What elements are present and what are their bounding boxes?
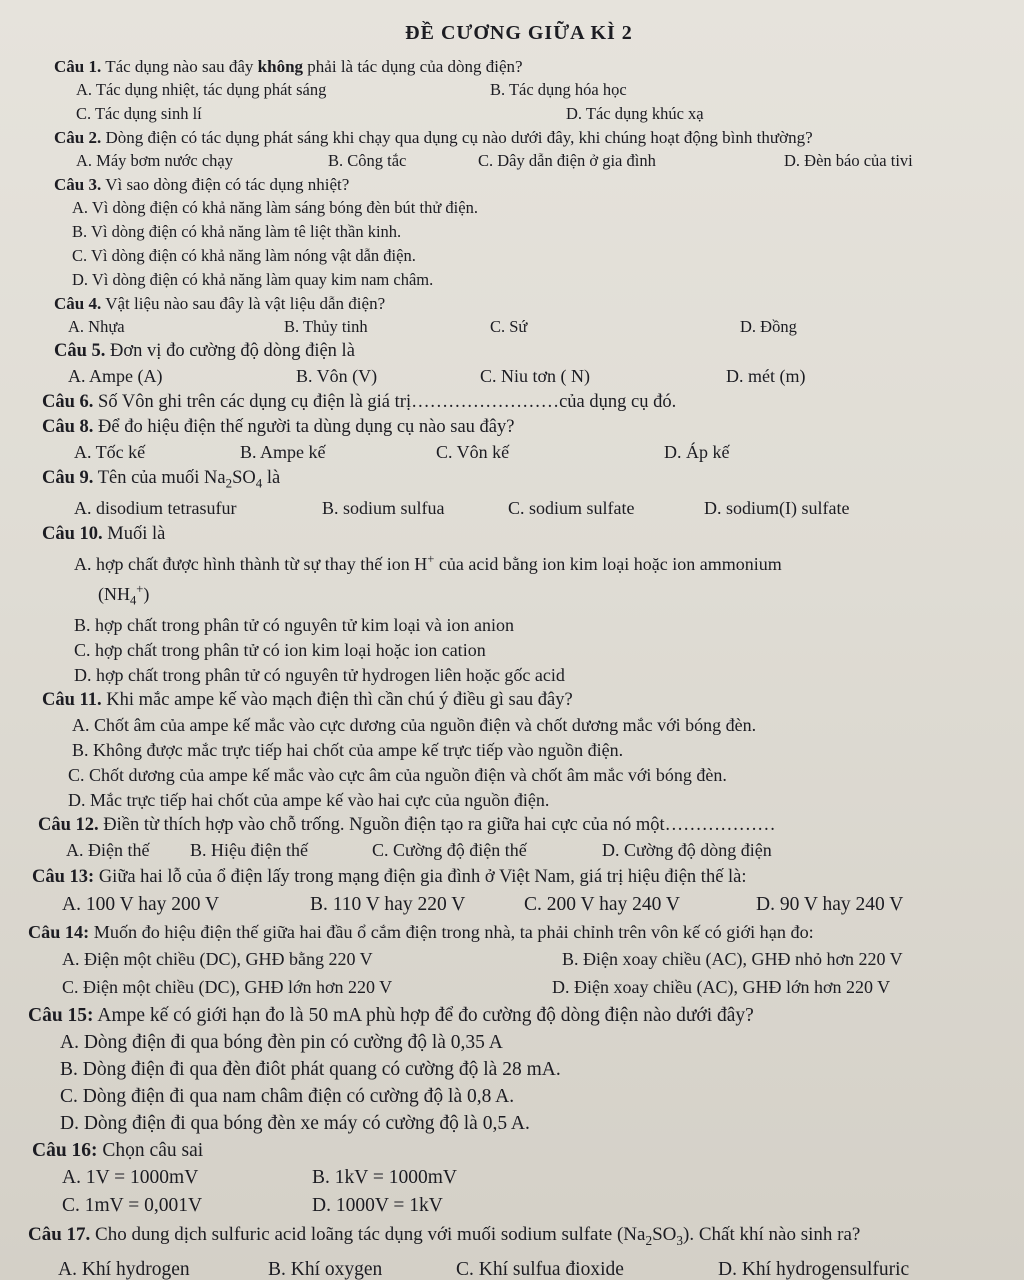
question-text: Để đo hiệu điện thế người ta dùng dụng cụ nào sau đây? [98,417,515,437]
option-c: C. Sứ [490,317,528,336]
question-number: Câu 13: [32,867,95,888]
option-a: A. disodium tetrasufur [74,497,237,518]
emphasis-text: không [257,57,304,76]
question-number: Câu 14: [28,922,90,943]
question-text: Đơn vị đo cường độ dòng điện là [110,341,355,361]
option-b: B. Điện xoay chiều (AC), GHĐ nhỏ hơn 220 V [562,949,903,970]
question-11 [28,688,1010,813]
question-number: Câu 11. [42,690,102,711]
question-text: Chọn câu sai [102,1140,204,1162]
option-d: D. Tác dụng khúc xạ [566,104,704,123]
option-c: C. Dây dẫn điện ở gia đình [478,151,656,170]
question-text: Giữa hai lỗ của ổ điện lấy trong mạng điện gia đình ở Việt Nam, giá trị hiệu điện thế là: [98,867,747,888]
answer-blank: …………………… [411,392,560,412]
option-d: D. Điện xoay chiều (AC), GHĐ lớn hơn 220 V [552,977,891,998]
superscript: + [427,551,435,566]
question-number: Câu 15: [28,1005,94,1027]
question-number: Câu 1. [54,57,102,76]
option-a: A. Tác dụng nhiệt, tác dụng phát sáng [76,80,327,99]
option-b: B. Công tắc [328,151,407,170]
question-text: SO [232,468,256,488]
option-d: D. Đèn báo của tivi [784,151,913,170]
question-number: Câu 3. [54,175,102,194]
question-text: Vật liệu nào sau đây là vật liệu dẫn điện? [105,294,386,313]
question-number: Câu 4. [54,294,102,313]
option-a: A. Máy bơm nước chạy [76,151,233,170]
question-15 [28,1002,1010,1137]
question-text: Muối là [107,523,166,544]
question-number: Câu 10. [42,523,103,544]
question-6 [28,390,1010,415]
option-a: A. Điện thế [66,840,150,861]
option-text: ) [143,583,150,604]
option-d: D. Khí hydrogensulfuric [718,1259,910,1280]
question-2 [28,126,1010,172]
question-12 [28,813,1010,863]
question-text: SO [652,1224,677,1246]
subscript: 4 [255,475,263,491]
option-d: D. mét (m) [726,366,806,386]
option-a: A. 100 V hay 200 V [62,894,220,916]
question-number: Câu 2. [54,128,102,147]
question-4 [28,292,1010,338]
option-b: B. Vì dòng điện có khả năng làm tê liệt thần kinh. [72,222,402,241]
option-a: A. Điện một chiều (DC), GHĐ bằng 220 V [62,949,373,970]
option-b: B. hợp chất trong phân tử có nguyên tử kim loại và ion anion [74,615,514,636]
option-d: D. Mắc trực tiếp hai chốt của ampe kế vào hai cực của nguồn điện. [68,790,550,811]
question-16 [28,1137,1010,1219]
option-b: B. Thủy tinh [284,317,368,336]
page-title: ĐỀ CƯƠNG GIỮA KÌ 2 [405,22,633,44]
option-text: của acid bằng ion kim loại hoặc ion ammonium [434,553,782,574]
question-number: Câu 12. [38,815,99,836]
option-b: B. Dòng điện đi qua đèn điôt phát quang có cường độ là 28 mA. [60,1059,561,1081]
option-c: C. Dòng điện đi qua nam châm điện có cường độ là 0,8 A. [60,1086,515,1108]
option-b: B. 110 V hay 220 V [310,894,466,916]
option-a: A. Tốc kế [74,442,146,462]
option-d: D. 1000V = 1kV [312,1195,443,1217]
question-3 [28,173,1010,292]
option-d: D. sodium(I) sulfate [704,497,850,518]
superscript: + [136,581,144,596]
question-text: Tên của muối Na [97,468,226,488]
question-text: Điền từ thích hợp vào chỗ trống. Nguồn điện tạo ra giữa hai cực của nó một……………… [103,815,776,836]
option-d: D. Đồng [740,317,797,336]
option-a [28,547,1010,577]
subscript: 3 [676,1233,684,1249]
subscript: 2 [645,1233,653,1249]
question-13 [28,864,1010,918]
option-a: A. Nhựa [68,317,125,336]
option-b: B. Ampe kế [240,442,326,462]
question-1 [28,55,1010,125]
option-c: C. Chốt dương của ampe kế mắc vào cực âm của nguồn điện và chốt âm mắc với bóng đèn. [68,765,727,786]
option-c: C. hợp chất trong phân tử có ion kim loại hoặc ion cation [74,640,486,661]
option-b: B. Tác dụng hóa học [490,80,627,99]
option-d: D. Cường độ dòng điện [602,840,772,861]
question-17 [28,1220,1010,1280]
option-d: D. Áp kế [664,442,730,462]
subscript: 2 [225,475,233,491]
question-text: Ampe kế có giới hạn đo là 50 mA phù hợp để đo cường độ dòng điện nào dưới đây? [97,1005,754,1027]
question-number: Câu 16: [32,1140,98,1162]
option-a: A. Vì dòng điện có khả năng làm sáng bóng đèn bút thử điện. [72,198,478,217]
question-10 [28,522,1010,689]
question-9 [28,466,1010,521]
question-5 [28,339,1010,389]
question-text: của dụng cụ đó. [559,392,677,412]
option-c: C. Khí sulfua đioxide [456,1259,624,1280]
question-text: Cho dung dịch sulfuric acid loãng tác dụng với muối sodium sulfate (Na [95,1224,646,1246]
option-d: D. Dòng điện đi qua bóng đèn xe máy có cường độ là 0,5 A. [60,1113,530,1135]
question-number: Câu 17. [28,1224,91,1246]
option-a: A. 1V = 1000mV [62,1167,199,1189]
question-8 [28,415,1010,465]
question-number: Câu 6. [42,392,94,412]
option-c: C. Tác dụng sinh lí [76,104,202,123]
option-b: B. 1kV = 1000mV [312,1167,457,1189]
option-c: C. 1mV = 0,001V [62,1195,203,1217]
option-a: A. Ampe (A) [68,366,163,386]
question-text: là [262,468,281,488]
option-a: A. Dòng điện đi qua bóng đèn pin có cường độ là 0,35 A [60,1032,503,1054]
question-number: Câu 9. [42,468,94,488]
option-a-continued [28,577,1010,614]
option-c: C. Điện một chiều (DC), GHĐ lớn hơn 220 V [62,977,393,998]
option-c: C. Vì dòng điện có khả năng làm nóng vật dẫn điện. [72,246,416,265]
option-b: B. sodium sulfua [322,497,445,518]
option-a: A. Chốt âm của ampe kế mắc vào cực dương của nguồn điện và chốt dương mắc với bóng đèn. [72,715,757,736]
option-b: B. Khí oxygen [268,1259,383,1280]
option-c: C. Niu tơn ( N) [480,366,591,386]
question-number: Câu 5. [54,341,106,361]
option-b: B. Không được mắc trực tiếp hai chốt của ampe kế trực tiếp vào nguồn điện. [72,740,624,761]
question-text: Muốn đo hiệu điện thế giữa hai đầu ổ cắm điện trong nhà, ta phải chỉnh trên vôn kế có giới hạn đo: [93,922,814,943]
question-text: ). Chất khí nào sinh ra? [683,1224,861,1246]
question-text: Dòng điện có tác dụng phát sáng khi chạy qua dụng cụ nào dưới đây, khi chúng hoạt động bình thường? [105,128,813,147]
option-b: B. Vôn (V) [296,366,378,386]
option-c: C. Vôn kế [436,442,510,462]
question-number: Câu 8. [42,417,94,437]
option-d: D. Vì dòng điện có khả năng làm quay kim nam châm. [72,270,434,289]
option-b: B. Hiệu điện thế [190,840,308,861]
option-c: C. Cường độ điện thế [372,840,527,861]
question-text: Số Vôn ghi trên các dụng cụ điện là giá trị [98,392,412,412]
question-text: Vì sao dòng điện có tác dụng nhiệt? [105,175,350,194]
option-d: D. 90 V hay 240 V [756,894,904,916]
option-d: D. hợp chất trong phân tử có nguyên tử hydrogen liên hoặc gốc acid [74,665,565,686]
option-text: A. hợp chất được hình thành từ sự thay thế ion H [74,553,428,574]
option-c: C. sodium sulfate [508,497,635,518]
question-text: Tác dụng nào sau đây [105,57,254,76]
question-text: Khi mắc ampe kế vào mạch điện thì cần chú ý điều gì sau đây? [106,690,573,711]
option-a: A. Khí hydrogen [58,1259,190,1280]
option-c: C. 200 V hay 240 V [524,894,681,916]
question-14 [28,919,1010,1001]
option-text: (NH [98,583,130,604]
question-text: phải là tác dụng của dòng điện? [307,57,523,76]
subscript: 4 [130,593,137,608]
